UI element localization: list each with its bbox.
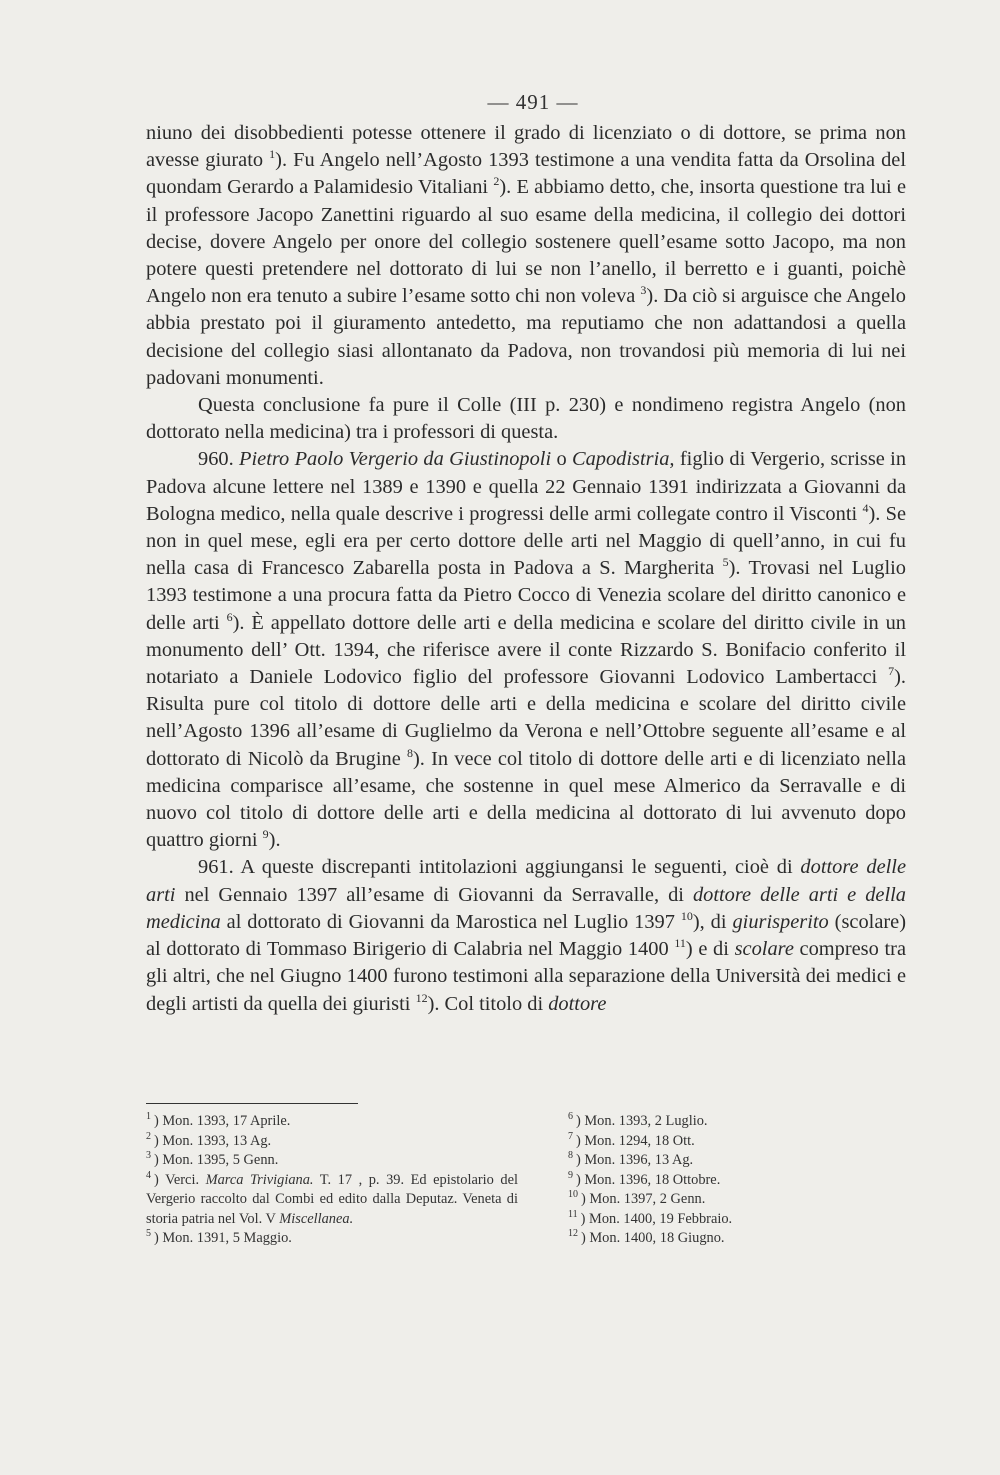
footnote-number: 10 bbox=[568, 1189, 578, 1201]
footnote-12 bbox=[568, 1229, 858, 1249]
footnote-11 bbox=[568, 1210, 858, 1230]
footnote-number: 11 bbox=[568, 1208, 578, 1220]
footnote-reference: 1 bbox=[269, 147, 276, 162]
paragraph-p2 bbox=[146, 392, 906, 446]
footnote-reference: 10 bbox=[680, 909, 693, 924]
footnote-number: 5 bbox=[146, 1228, 151, 1240]
italic-text: Capodistria, bbox=[571, 448, 675, 471]
text-run: ). È appellato dottore delle arti e della medicina e scolare del diritto civile in un monumento dell’ Ott. 1394, che riferisce avere il conte Rizzardo S. Bonifacio conferito il notariato a Daniele Lodovico figlio del professore Giovanni Lodovico Lambertacci bbox=[146, 611, 906, 689]
text-run: Mon. 1393, 2 Luglio. bbox=[584, 1113, 708, 1129]
footnote-marker-paren: ) bbox=[576, 1171, 585, 1188]
footnote-8 bbox=[568, 1151, 858, 1171]
italic-text: dottore bbox=[548, 992, 607, 1015]
text-run: Mon. 1393, 17 Aprile. bbox=[162, 1113, 291, 1129]
footnote-number: 8 bbox=[568, 1150, 573, 1162]
text-run: Mon. 1396, 13 Ag. bbox=[584, 1152, 694, 1168]
text-run: Mon. 1393, 13 Ag. bbox=[162, 1132, 272, 1149]
footnote-number: 7 bbox=[568, 1130, 573, 1142]
footnote-5 bbox=[146, 1229, 518, 1249]
text-run: Verci. bbox=[165, 1171, 206, 1188]
page-number: — 491 — bbox=[487, 90, 579, 114]
footnote-1 bbox=[146, 1112, 518, 1132]
text-run: T. 17 , p. 39. Ed epistolario del Vergerio raccolto dal Combi ed edito dalla Deputaz. Veneta di storia patria nel Vol. V bbox=[146, 1171, 518, 1227]
footnote-number: 9 bbox=[568, 1169, 573, 1181]
footnote-marker-paren: ) bbox=[576, 1113, 585, 1129]
footnote-marker-paren: ) bbox=[581, 1230, 590, 1246]
footnote-divider bbox=[146, 1103, 358, 1104]
footnote-reference: 12 bbox=[415, 990, 428, 1005]
body-text bbox=[146, 120, 906, 1018]
text-run: ). In vece col titolo di dottore delle arti e di licenziato nella medicina comparisce all’esame, che sostenne in quel mese Almerico da Serravalle e di nuovo col titolo di dottore delle arti e della medicina al dottorato di lui avvenuto dopo quattro giorni bbox=[146, 747, 906, 852]
text-run: ). Da ciò si arguisce che Angelo abbia prestato poi il giuramento antedetto, ma reputiamo che non adattandosi a quella decisione del collegio siasi allontanato da Padova, non trovandosi più memoria di lui nei padovani monumenti. bbox=[146, 285, 906, 389]
text-run: o bbox=[551, 448, 572, 471]
footnote-marker-paren: ) bbox=[581, 1191, 590, 1207]
text-run: 961. A queste discrepanti intitolazioni aggiungansi le seguenti, cioè di bbox=[198, 856, 801, 879]
text-run: compreso tra gli altri, che nel Giugno 1400 furono testimoni alla separazione della Università dei medici e degli artisti da quella dei giuristi bbox=[146, 938, 906, 1015]
footnote-marker-paren: ) bbox=[154, 1171, 166, 1188]
italic-text: Pietro Paolo Vergerio da Giustinopoli bbox=[239, 448, 552, 471]
footnote-2 bbox=[146, 1132, 518, 1152]
italic-text: Miscellanea. bbox=[279, 1210, 354, 1227]
text-run: Questa conclusione fa pure il Colle (III p. 230) e nondimeno registra Angelo (non dottorato nella medicina) tra i professori di questa. bbox=[146, 394, 906, 444]
text-run: ). E abbiamo detto, che, insorta questione tra lui e il professore Jacopo Zanettini riguardo al suo esame della medicina, il collegio dei dottori decise, dovere Angelo per onore del collegio sostenere quell’esame sotto Jacopo, ma non potere questi pretendere nel dottorato di lui se non l’anello, il berretto e i guanti, poichè Angelo non era tenuto a subire l’esame sotto chi non voleva bbox=[146, 176, 906, 308]
text-run: ) e di bbox=[685, 938, 735, 961]
footnote-number: 4 bbox=[146, 1169, 151, 1181]
footnote-marker-paren: ) bbox=[154, 1152, 163, 1168]
text-run: al dottorato di Giovanni da Marostica nel Luglio 1397 bbox=[220, 910, 681, 933]
text-run: Mon. 1391, 5 Maggio. bbox=[162, 1230, 292, 1246]
footnote-reference: 7 bbox=[888, 664, 895, 679]
footnote-reference: 2 bbox=[493, 174, 500, 189]
footnotes-right-column bbox=[568, 1112, 858, 1249]
footnote-7 bbox=[568, 1132, 858, 1152]
footnote-10 bbox=[568, 1190, 858, 1210]
footnote-marker-paren: ) bbox=[154, 1230, 163, 1246]
footnote-number: 3 bbox=[146, 1150, 151, 1162]
footnote-3 bbox=[146, 1151, 518, 1171]
footnote-number: 1 bbox=[146, 1111, 151, 1123]
footnote-number: 12 bbox=[568, 1228, 578, 1240]
text-run: ). Fu Angelo nell’Agosto 1393 testimone a una vendita fatta da Orsolina del quondam Gerardo a Palamidesio Vitaliani bbox=[146, 149, 906, 199]
italic-text: dottore delle arti e della medicina bbox=[146, 883, 907, 933]
footnote-marker-paren: ) bbox=[576, 1132, 585, 1149]
text-run: nel Gennaio 1397 all’esame di Giovanni da Serravalle, di bbox=[175, 883, 693, 906]
text-run: ). Risulta pure col titolo di dottore delle arti e della medicina e scolare del diritto civile nell’Agosto 1396 all’esame di Guglielmo da Verona e nell’Ottobre seguente all’esame e al dottorato di Nicolò da Brugine bbox=[146, 666, 906, 770]
footnote-reference: 5 bbox=[722, 555, 729, 570]
footnote-6 bbox=[568, 1112, 858, 1132]
text-run: ). Trovasi nel Luglio 1393 testimone a una procura fatta da Pietro Cocco di Venezia scolare del diritto canonico e delle arti bbox=[146, 557, 906, 634]
footnote-reference: 9 bbox=[262, 827, 269, 842]
text-run: Mon. 1294, 18 Ott. bbox=[584, 1132, 695, 1149]
italic-text: Marca Trivigiana. bbox=[205, 1171, 314, 1188]
text-run: ). Col titolo di bbox=[427, 992, 549, 1015]
paragraph-p1 bbox=[146, 120, 906, 392]
footnote-reference: 3 bbox=[640, 283, 647, 298]
footnotes-left-column bbox=[146, 1112, 518, 1249]
footnote-marker-paren: ) bbox=[576, 1152, 585, 1168]
footnote-9 bbox=[568, 1171, 858, 1191]
text-run: Mon. 1400, 19 Febbraio. bbox=[589, 1210, 733, 1227]
text-run: 960. bbox=[198, 448, 240, 471]
text-run: figlio di Vergerio, scrisse in Padova alcune lettere nel 1389 e 1390 e quella 22 Gennaio 1391 indirizzata a Giovanni da Bologna medico, nella quale descrive i progressi delle armi collegate contro il Visconti bbox=[146, 448, 907, 525]
footnote-number: 2 bbox=[146, 1130, 151, 1142]
footnote-marker-paren: ) bbox=[154, 1113, 163, 1129]
text-run: Mon. 1395, 5 Genn. bbox=[162, 1152, 279, 1168]
footnote-4 bbox=[146, 1171, 518, 1230]
text-run: Mon. 1396, 18 Ottobre. bbox=[584, 1171, 721, 1188]
text-run: ). bbox=[268, 829, 281, 852]
footnote-reference: 6 bbox=[226, 609, 233, 624]
footnote-reference: 8 bbox=[407, 745, 413, 760]
text-run: Mon. 1397, 2 Genn. bbox=[589, 1191, 706, 1207]
paragraph-p4 bbox=[146, 854, 906, 1017]
footnote-marker-paren: ) bbox=[154, 1132, 163, 1149]
text-run: ), di bbox=[692, 910, 733, 933]
footnote-number: 6 bbox=[568, 1111, 573, 1123]
paragraph-p3 bbox=[146, 446, 906, 854]
footnote-reference: 11 bbox=[674, 936, 686, 951]
italic-text: dottore delle arti bbox=[146, 856, 906, 906]
text-run: Mon. 1400, 18 Giugno. bbox=[589, 1230, 725, 1246]
footnote-reference: 4 bbox=[862, 501, 869, 516]
italic-text: giurisperito bbox=[732, 910, 829, 933]
footnote-marker-paren: ) bbox=[580, 1210, 590, 1227]
text-run: ). Se non in quel mese, egli era per certo dottore delle arti nel Maggio di quell’anno, in cui fu nella casa di Francesco Zabarella posta in Padova a S. Margherita bbox=[146, 502, 906, 580]
text-run: niuno dei disobbedienti potesse ottenere il grado di licenziato o di dottore, se prima non avesse giurato bbox=[146, 122, 906, 172]
text-run: (scolare) al dottorato di Tommaso Birigerio di Calabria nel Maggio 1400 bbox=[146, 910, 907, 961]
italic-text: scolare bbox=[734, 938, 794, 961]
